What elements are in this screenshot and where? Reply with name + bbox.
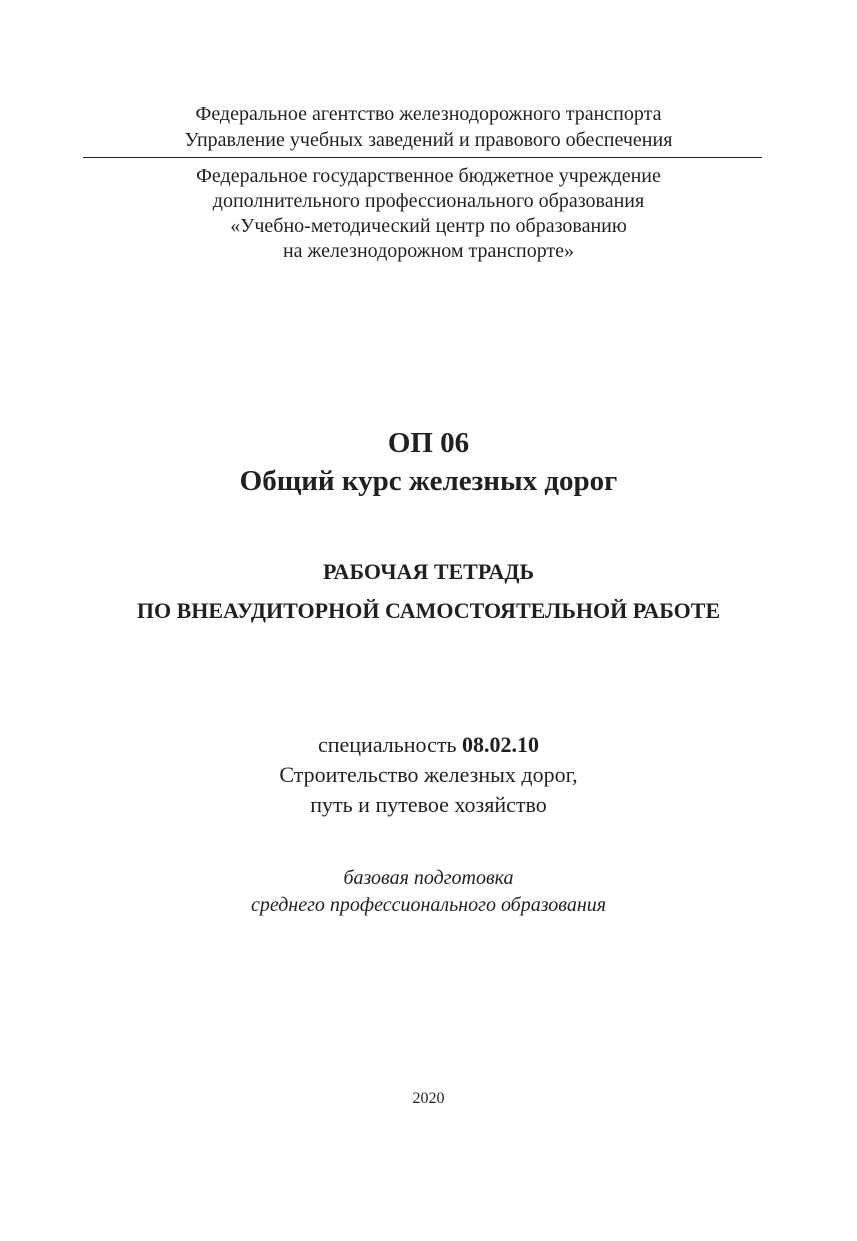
workbook-title-block: [0, 552, 857, 630]
agency-block: [0, 101, 857, 153]
course-title: Общий курс железных дорог: [239, 465, 618, 497]
education-level-line: базовая подготовка: [343, 867, 514, 889]
institution-line: «Учебно-методический центр по образованию: [230, 215, 627, 237]
institution-block: [0, 164, 857, 264]
course-code: ОП 06: [387, 427, 470, 459]
institution-line: дополнительного профессионального образования: [212, 190, 645, 212]
specialty-code: 08.02.10: [462, 732, 540, 757]
specialty-block: [0, 730, 857, 820]
institution-line: на железнодорожном транспорте»: [282, 240, 575, 262]
specialty-name-line: Строительство железных дорог,: [279, 762, 578, 787]
specialty-code-line: [0, 730, 857, 760]
specialty-name-line: путь и путевое хозяйство: [310, 792, 547, 817]
publication-year: 2020: [412, 1090, 445, 1107]
header-divider: [83, 157, 762, 158]
workbook-subtitle-line: ПО ВНЕАУДИТОРНОЙ САМОСТОЯТЕЛЬНОЙ РАБОТЕ: [136, 598, 721, 623]
agency-name: Федеральное агентство железнодорожного транспорта: [195, 103, 662, 125]
specialty-prefix: специальность: [317, 732, 463, 757]
agency-department: Управление учебных заведений и правового обеспечения: [184, 129, 673, 151]
institution-line: Федеральное государственное бюджетное учреждение: [196, 165, 661, 187]
workbook-title-line: РАБОЧАЯ ТЕТРАДЬ: [322, 559, 535, 584]
course-block: [0, 424, 857, 500]
education-level-block: [0, 865, 857, 919]
education-level-line: среднего профессионального образования: [250, 894, 607, 916]
